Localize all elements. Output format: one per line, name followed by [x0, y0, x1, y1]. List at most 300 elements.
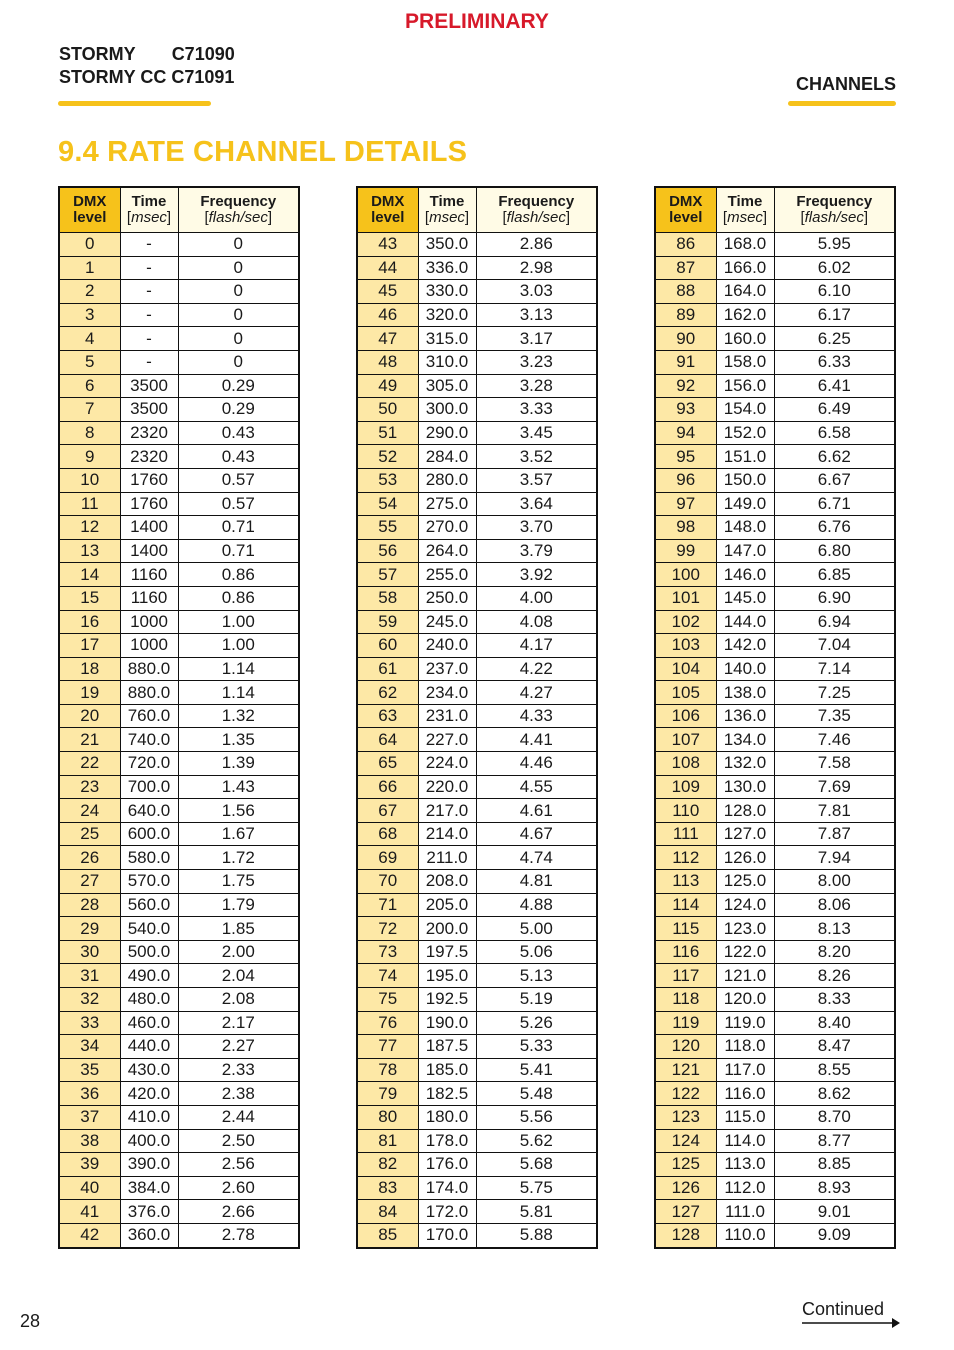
frequency-cell: 6.49: [774, 398, 895, 422]
time-cell: 148.0: [716, 516, 774, 540]
dmx-level-cell: 8: [59, 421, 120, 445]
table-row: [655, 280, 895, 304]
dmx-level-cell: 82: [357, 1153, 418, 1177]
time-cell: 280.0: [418, 468, 476, 492]
dmx-level-cell: 38: [59, 1129, 120, 1153]
table-row: [357, 233, 597, 257]
dmx-level-cell: 23: [59, 775, 120, 799]
table-row: [655, 1153, 895, 1177]
dmx-level-cell: 92: [655, 374, 716, 398]
time-cell: 142.0: [716, 634, 774, 658]
table-row: [357, 822, 597, 846]
table-row: [655, 421, 895, 445]
time-cell: 149.0: [716, 492, 774, 516]
frequency-header: [178, 187, 299, 233]
dmx-level-cell: 24: [59, 799, 120, 823]
frequency-cell: 1.85: [178, 917, 299, 941]
dmx-level-cell: 93: [655, 398, 716, 422]
time-cell: 2320: [120, 421, 178, 445]
model-code: C71090: [171, 44, 235, 64]
table-row: [59, 1223, 299, 1247]
table-row: [357, 1035, 597, 1059]
time-cell: 120.0: [716, 988, 774, 1012]
dmx-level-cell: 19: [59, 681, 120, 705]
dmx-level-cell: 121: [655, 1058, 716, 1082]
time-cell: 700.0: [120, 775, 178, 799]
frequency-header-unit: [flash/sec]: [502, 209, 571, 226]
dmx-level-header: [59, 187, 120, 233]
frequency-cell: 4.67: [476, 822, 597, 846]
time-header-label: Time: [429, 193, 465, 210]
time-cell: 156.0: [716, 374, 774, 398]
frequency-cell: 7.14: [774, 657, 895, 681]
frequency-cell: 1.14: [178, 657, 299, 681]
dmx-level-cell: 88: [655, 280, 716, 304]
frequency-cell: 4.00: [476, 586, 597, 610]
dmx-level-cell: 47: [357, 327, 418, 351]
time-cell: 570.0: [120, 870, 178, 894]
time-header-label: Time: [727, 193, 763, 210]
dmx-level-cell: 28: [59, 893, 120, 917]
model-line-1: [59, 43, 235, 66]
frequency-cell: 8.40: [774, 1011, 895, 1035]
time-cell: 540.0: [120, 917, 178, 941]
header-row: [655, 187, 895, 233]
frequency-cell: 1.43: [178, 775, 299, 799]
dmx-level-header: [655, 187, 716, 233]
dmx-level-cell: 33: [59, 1011, 120, 1035]
time-cell: -: [120, 256, 178, 280]
frequency-cell: 5.41: [476, 1058, 597, 1082]
time-cell: 126.0: [716, 846, 774, 870]
frequency-cell: 9.09: [774, 1223, 895, 1247]
time-cell: 138.0: [716, 681, 774, 705]
time-cell: 132.0: [716, 752, 774, 776]
frequency-cell: 8.33: [774, 988, 895, 1012]
table-row: [655, 1058, 895, 1082]
dmx-level-cell: 9: [59, 445, 120, 469]
dmx-level-cell: 96: [655, 468, 716, 492]
dmx-level-cell: 5: [59, 350, 120, 374]
table-row: [59, 563, 299, 587]
frequency-cell: 6.25: [774, 327, 895, 351]
dmx-level-cell: 66: [357, 775, 418, 799]
frequency-cell: 1.35: [178, 728, 299, 752]
frequency-cell: 6.76: [774, 516, 895, 540]
table-row: [59, 1176, 299, 1200]
table-row: [357, 634, 597, 658]
table-row: [59, 1011, 299, 1035]
time-cell: 147.0: [716, 539, 774, 563]
frequency-cell: 3.70: [476, 516, 597, 540]
frequency-cell: 8.06: [774, 893, 895, 917]
dmx-level-cell: 126: [655, 1176, 716, 1200]
table-row: [655, 492, 895, 516]
time-cell: 284.0: [418, 445, 476, 469]
frequency-cell: 3.52: [476, 445, 597, 469]
frequency-cell: 3.03: [476, 280, 597, 304]
time-cell: 237.0: [418, 657, 476, 681]
time-cell: 760.0: [120, 704, 178, 728]
frequency-cell: 4.74: [476, 846, 597, 870]
frequency-cell: 5.75: [476, 1176, 597, 1200]
table-row: [357, 516, 597, 540]
frequency-cell: 0: [178, 280, 299, 304]
dmx-level-cell: 67: [357, 799, 418, 823]
time-cell: 154.0: [716, 398, 774, 422]
time-cell: 170.0: [418, 1223, 476, 1247]
frequency-cell: 5.00: [476, 917, 597, 941]
table-row: [59, 233, 299, 257]
time-unit-text: msec: [429, 209, 465, 226]
table-row: [655, 610, 895, 634]
table-row: [59, 1035, 299, 1059]
time-cell: 130.0: [716, 775, 774, 799]
time-cell: 187.5: [418, 1035, 476, 1059]
dmx-level-cell: 37: [59, 1105, 120, 1129]
table-row: [655, 681, 895, 705]
time-cell: 560.0: [120, 893, 178, 917]
table-row: [59, 586, 299, 610]
time-header-unit: [msec]: [722, 209, 768, 226]
frequency-header: [476, 187, 597, 233]
frequency-cell: 7.25: [774, 681, 895, 705]
time-cell: 214.0: [418, 822, 476, 846]
time-cell: 880.0: [120, 657, 178, 681]
frequency-cell: 2.04: [178, 964, 299, 988]
time-cell: 190.0: [418, 1011, 476, 1035]
frequency-cell: 2.50: [178, 1129, 299, 1153]
time-cell: 250.0: [418, 586, 476, 610]
frequency-cell: 9.01: [774, 1200, 895, 1224]
frequency-cell: 2.66: [178, 1200, 299, 1224]
frequency-cell: 3.17: [476, 327, 597, 351]
time-unit-text: msec: [727, 209, 763, 226]
table-row: [655, 657, 895, 681]
frequency-header: [774, 187, 895, 233]
dmx-level-cell: 13: [59, 539, 120, 563]
frequency-cell: 0: [178, 233, 299, 257]
frequency-cell: 4.27: [476, 681, 597, 705]
dmx-level-cell: 6: [59, 374, 120, 398]
dmx-level-cell: 63: [357, 704, 418, 728]
model-name: STORMY CC: [59, 67, 167, 87]
table-row: [357, 988, 597, 1012]
time-cell: 264.0: [418, 539, 476, 563]
frequency-cell: 6.67: [774, 468, 895, 492]
time-cell: 360.0: [120, 1223, 178, 1247]
dmx-level-cell: 45: [357, 280, 418, 304]
frequency-cell: 4.46: [476, 752, 597, 776]
dmx-level-cell: 64: [357, 728, 418, 752]
frequency-cell: 2.17: [178, 1011, 299, 1035]
table-row: [655, 940, 895, 964]
table-row: [655, 1105, 895, 1129]
dmx-level-cell: 50: [357, 398, 418, 422]
dmx-level-cell: 105: [655, 681, 716, 705]
time-cell: 144.0: [716, 610, 774, 634]
time-cell: 166.0: [716, 256, 774, 280]
frequency-cell: 8.77: [774, 1129, 895, 1153]
model-code: C71091: [171, 67, 235, 87]
table-row: [59, 657, 299, 681]
frequency-cell: 0.57: [178, 492, 299, 516]
header-rule-right: [788, 101, 896, 106]
frequency-cell: 0.57: [178, 468, 299, 492]
dmx-level-cell: 21: [59, 728, 120, 752]
dmx-level-cell: 83: [357, 1176, 418, 1200]
table-row: [59, 940, 299, 964]
frequency-cell: 0: [178, 256, 299, 280]
table-row: [357, 893, 597, 917]
time-cell: 720.0: [120, 752, 178, 776]
frequency-cell: 2.44: [178, 1105, 299, 1129]
dmx-level-cell: 78: [357, 1058, 418, 1082]
time-cell: 152.0: [716, 421, 774, 445]
time-cell: 220.0: [418, 775, 476, 799]
frequency-cell: 8.47: [774, 1035, 895, 1059]
frequency-cell: 7.04: [774, 634, 895, 658]
table-row: [655, 1082, 895, 1106]
table-row: [59, 445, 299, 469]
page-number: 28: [20, 1311, 41, 1331]
table-row: [655, 233, 895, 257]
table-row: [357, 870, 597, 894]
rate-table-2: [356, 186, 598, 1249]
time-cell: 400.0: [120, 1129, 178, 1153]
frequency-cell: 3.28: [476, 374, 597, 398]
time-cell: 192.5: [418, 988, 476, 1012]
frequency-cell: 8.62: [774, 1082, 895, 1106]
frequency-cell: 0.43: [178, 445, 299, 469]
table-row: [357, 1129, 597, 1153]
table-row: [357, 846, 597, 870]
frequency-cell: 3.57: [476, 468, 597, 492]
dmx-level-cell: 112: [655, 846, 716, 870]
frequency-cell: 6.02: [774, 256, 895, 280]
frequency-cell: 2.78: [178, 1223, 299, 1247]
time-cell: 112.0: [716, 1176, 774, 1200]
dmx-level-cell: 71: [357, 893, 418, 917]
frequency-cell: 8.00: [774, 870, 895, 894]
time-cell: 160.0: [716, 327, 774, 351]
time-cell: 176.0: [418, 1153, 476, 1177]
time-cell: 208.0: [418, 870, 476, 894]
header-rule-left: [58, 101, 211, 106]
table-row: [357, 374, 597, 398]
dmx-level-cell: 52: [357, 445, 418, 469]
dmx-level-cell: 113: [655, 870, 716, 894]
frequency-cell: 5.62: [476, 1129, 597, 1153]
table-row: [59, 917, 299, 941]
dmx-level-cell: 4: [59, 327, 120, 351]
dmx-level-cell: 11: [59, 492, 120, 516]
frequency-cell: 4.81: [476, 870, 597, 894]
frequency-header-label: Frequency: [498, 193, 575, 210]
time-cell: 410.0: [120, 1105, 178, 1129]
time-cell: 231.0: [418, 704, 476, 728]
frequency-cell: 5.81: [476, 1200, 597, 1224]
time-cell: 174.0: [418, 1176, 476, 1200]
frequency-cell: 1.39: [178, 752, 299, 776]
table-row: [357, 799, 597, 823]
table-row: [59, 610, 299, 634]
dmx-level-cell: 109: [655, 775, 716, 799]
time-cell: 125.0: [716, 870, 774, 894]
time-cell: 1000: [120, 634, 178, 658]
dmx-level-cell: 120: [655, 1035, 716, 1059]
dmx-level-cell: 0: [59, 233, 120, 257]
table-row: [59, 374, 299, 398]
table-row: [655, 350, 895, 374]
arrow-right-icon: [802, 1317, 900, 1329]
time-cell: 200.0: [418, 917, 476, 941]
dmx-level-cell: 17: [59, 634, 120, 658]
table-row: [357, 1011, 597, 1035]
table-row: [357, 445, 597, 469]
table-row: [655, 516, 895, 540]
frequency-cell: 0: [178, 350, 299, 374]
time-cell: 211.0: [418, 846, 476, 870]
time-cell: 116.0: [716, 1082, 774, 1106]
time-cell: 390.0: [120, 1153, 178, 1177]
page-title: 9.4 RATE CHANNEL DETAILS: [58, 136, 468, 168]
time-cell: 350.0: [418, 233, 476, 257]
frequency-header-unit: [flash/sec]: [204, 209, 273, 226]
dmx-level-cell: 89: [655, 303, 716, 327]
time-cell: 168.0: [716, 233, 774, 257]
time-cell: 124.0: [716, 893, 774, 917]
time-cell: 224.0: [418, 752, 476, 776]
dmx-level-cell: 110: [655, 799, 716, 823]
frequency-cell: 4.17: [476, 634, 597, 658]
table-row: [655, 1129, 895, 1153]
dmx-level-cell: 59: [357, 610, 418, 634]
table-row: [357, 327, 597, 351]
time-cell: 300.0: [418, 398, 476, 422]
table-row: [357, 1153, 597, 1177]
time-cell: 180.0: [418, 1105, 476, 1129]
time-cell: 146.0: [716, 563, 774, 587]
frequency-cell: 8.70: [774, 1105, 895, 1129]
table-row: [59, 799, 299, 823]
time-cell: -: [120, 350, 178, 374]
dmx-level-cell: 69: [357, 846, 418, 870]
dmx-level-cell: 101: [655, 586, 716, 610]
table-row: [655, 728, 895, 752]
table-row: [655, 752, 895, 776]
table-row: [357, 1058, 597, 1082]
dmx-level-cell: 119: [655, 1011, 716, 1035]
time-cell: -: [120, 233, 178, 257]
dmx-level-cell: 100: [655, 563, 716, 587]
time-cell: 195.0: [418, 964, 476, 988]
time-cell: 217.0: [418, 799, 476, 823]
dmx-level-cell: 118: [655, 988, 716, 1012]
table-row: [655, 1035, 895, 1059]
time-cell: 121.0: [716, 964, 774, 988]
table-row: [59, 327, 299, 351]
dmx-level-cell: 95: [655, 445, 716, 469]
dmx-level-cell: 117: [655, 964, 716, 988]
dmx-level-cell: 29: [59, 917, 120, 941]
table-row: [357, 657, 597, 681]
time-cell: 3500: [120, 374, 178, 398]
dmx-level-cell: 40: [59, 1176, 120, 1200]
dmx-level-cell: 46: [357, 303, 418, 327]
time-cell: 500.0: [120, 940, 178, 964]
frequency-cell: 2.56: [178, 1153, 299, 1177]
time-cell: 290.0: [418, 421, 476, 445]
dmx-level-cell: 12: [59, 516, 120, 540]
table-row: [59, 846, 299, 870]
table-row: [655, 634, 895, 658]
time-cell: 440.0: [120, 1035, 178, 1059]
time-cell: -: [120, 280, 178, 304]
table-row: [59, 1105, 299, 1129]
table-row: [655, 917, 895, 941]
frequency-unit-text: flash/sec: [506, 209, 566, 226]
table-row: [59, 681, 299, 705]
dmx-level-cell: 25: [59, 822, 120, 846]
frequency-cell: 6.80: [774, 539, 895, 563]
frequency-cell: 0.29: [178, 398, 299, 422]
dmx-level-cell: 127: [655, 1200, 716, 1224]
time-cell: 197.5: [418, 940, 476, 964]
table-row: [59, 822, 299, 846]
frequency-cell: 3.23: [476, 350, 597, 374]
time-cell: 128.0: [716, 799, 774, 823]
table-row: [655, 445, 895, 469]
dmx-level-cell: 104: [655, 657, 716, 681]
dmx-level-cell: 14: [59, 563, 120, 587]
time-cell: 640.0: [120, 799, 178, 823]
table-row: [655, 1011, 895, 1035]
frequency-cell: 2.38: [178, 1082, 299, 1106]
time-cell: 110.0: [716, 1223, 774, 1247]
frequency-cell: 0.71: [178, 539, 299, 563]
dmx-level-cell: 94: [655, 421, 716, 445]
time-unit-text: msec: [131, 209, 167, 226]
frequency-cell: 6.58: [774, 421, 895, 445]
frequency-cell: 5.68: [476, 1153, 597, 1177]
table-row: [357, 752, 597, 776]
time-cell: 2320: [120, 445, 178, 469]
table-row: [655, 775, 895, 799]
time-cell: 305.0: [418, 374, 476, 398]
time-cell: 480.0: [120, 988, 178, 1012]
continued-label: Continued: [802, 1299, 885, 1319]
table-row: [357, 704, 597, 728]
frequency-cell: 4.08: [476, 610, 597, 634]
frequency-cell: 2.00: [178, 940, 299, 964]
frequency-cell: 2.98: [476, 256, 597, 280]
dmx-level-cell: 111: [655, 822, 716, 846]
frequency-unit-text: flash/sec: [208, 209, 268, 226]
frequency-cell: 5.26: [476, 1011, 597, 1035]
model-block: [59, 43, 235, 89]
frequency-cell: 8.26: [774, 964, 895, 988]
time-cell: 1760: [120, 492, 178, 516]
model-name: STORMY: [59, 44, 136, 64]
frequency-cell: 6.10: [774, 280, 895, 304]
table-row: [655, 704, 895, 728]
time-cell: 275.0: [418, 492, 476, 516]
table-row: [357, 303, 597, 327]
frequency-cell: 1.79: [178, 893, 299, 917]
time-cell: 118.0: [716, 1035, 774, 1059]
dmx-level-cell: 76: [357, 1011, 418, 1035]
